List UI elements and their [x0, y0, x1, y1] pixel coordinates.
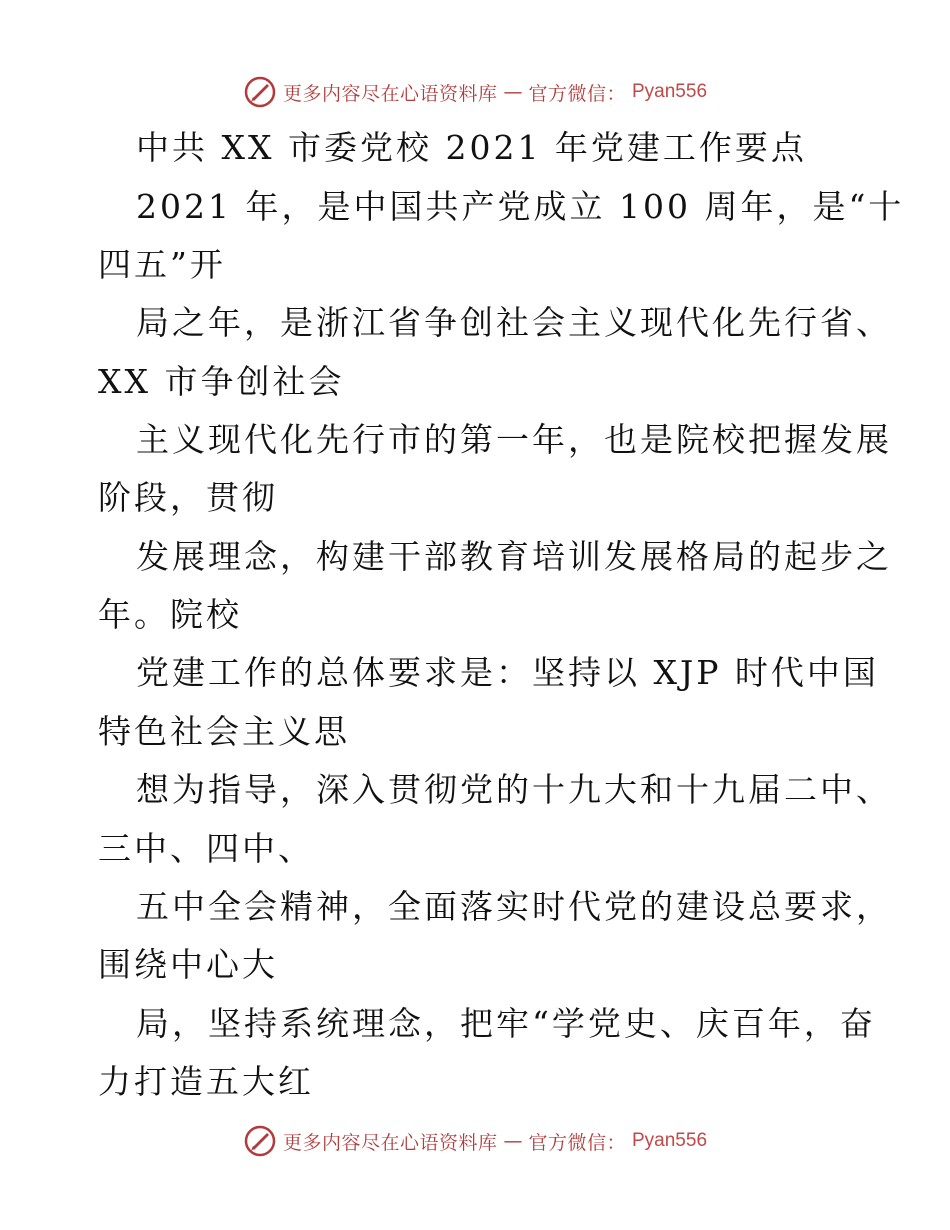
watermark-header — [0, 72, 950, 112]
paragraph-line: 三中、四中、 — [98, 829, 314, 868]
paragraph-line: 阶段，贯彻 — [98, 478, 278, 517]
paragraph-line: 四五”开 — [98, 245, 226, 284]
paragraph-line: 党建工作的总体要求是：坚持以 XJP 时代中国 — [136, 653, 879, 692]
paragraph-line: 发展理念，构建干部教育培训发展格局的起步之 — [136, 537, 892, 576]
quill-logo-icon — [243, 75, 277, 109]
quill-logo-icon — [243, 1124, 277, 1158]
paragraph-line: 五中全会精神，全面落实时代党的建设总要求， — [136, 887, 892, 926]
paragraph-line: 主义现代化先行市的第一年，也是院校把握发展 — [136, 420, 892, 459]
watermark-text: 更多内容尽在心语资料库 — [282, 1131, 498, 1154]
paragraph-line: 力打造五大红 — [98, 1062, 314, 1101]
paragraph-line: XX 市争创社会 — [98, 362, 345, 401]
paragraph-line: 局，坚持系统理念，把牢“学党史、庆百年，奋 — [136, 1004, 876, 1043]
paragraph-line: 围绕中心大 — [98, 945, 278, 984]
watermark-text: 更多内容尽在心语资料库 — [282, 82, 498, 105]
watermark-wechat-id: Pyan556 — [632, 81, 708, 102]
watermark-footer — [0, 1121, 950, 1161]
paragraph-line: 2021 年，是中国共产党成立 100 周年，是“十 — [136, 187, 905, 226]
watermark-wechat-label: 官方微信： — [528, 82, 626, 105]
watermark-wechat-id: Pyan556 — [632, 1130, 708, 1151]
watermark-wechat-label: 官方微信： — [528, 1131, 626, 1154]
paragraph-line: 年。院校 — [98, 595, 242, 634]
document-title: 中共 XX 市委党校 2021 年党建工作要点 — [136, 128, 807, 167]
paragraph-line: 特色社会主义思 — [98, 712, 350, 751]
watermark-separator: — — [503, 1130, 523, 1152]
paragraph-line: 想为指导，深入贯彻党的十九大和十九届二中、 — [136, 770, 892, 809]
watermark-separator: — — [503, 81, 523, 103]
paragraph-line: 局之年，是浙江省争创社会主义现代化先行省、 — [136, 303, 892, 342]
